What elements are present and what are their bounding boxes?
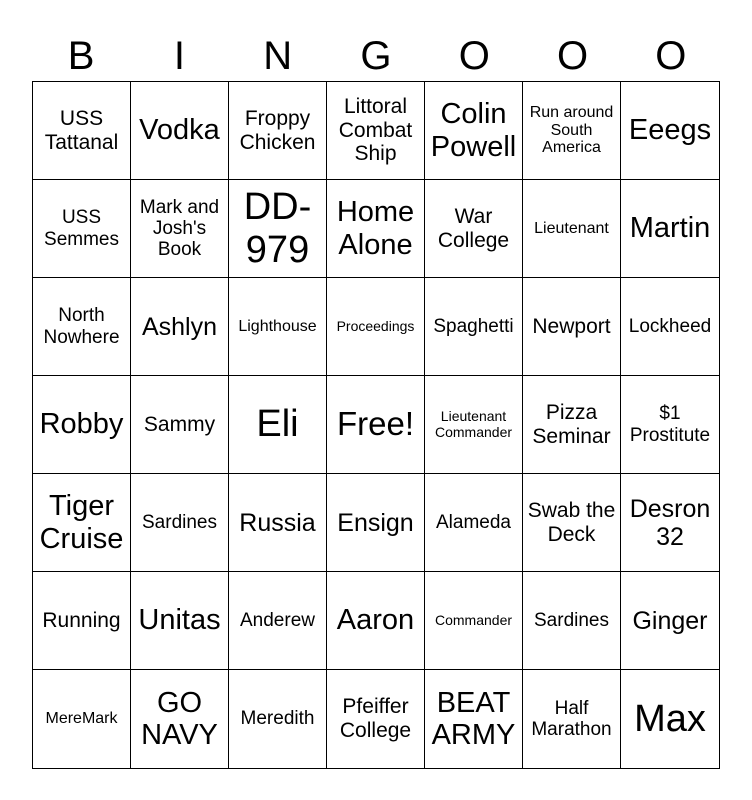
bingo-cell[interactable]: Aaron [327,572,425,670]
bingo-cell[interactable]: Sardines [523,572,621,670]
bingo-board [32,81,720,769]
header-letter-o-3: O [655,34,687,78]
bingo-cell[interactable]: Ensign [327,474,425,572]
bingo-cell[interactable]: Lighthouse [229,278,327,376]
bingo-cell[interactable]: North Nowhere [33,278,131,376]
bingo-cell[interactable]: Proceedings [327,278,425,376]
bingo-cell[interactable]: Tiger Cruise [33,474,131,572]
header-letter-o-2: O [557,34,589,78]
header-letter-i: I [173,34,185,78]
free-space-cell[interactable]: Free! [327,376,425,474]
bingo-cell[interactable]: USS Semmes [33,180,131,278]
bingo-cell[interactable]: Froppy Chicken [229,82,327,180]
bingo-cell[interactable]: Half Marathon [523,670,621,768]
bingo-cell[interactable]: Desron 32 [621,474,719,572]
bingo-cell[interactable]: MereMark [33,670,131,768]
bingo-cell[interactable]: BEAT ARMY [425,670,523,768]
bingo-cell[interactable]: Colin Powell [425,82,523,180]
bingo-cell[interactable]: Sammy [131,376,229,474]
bingo-header [32,30,720,82]
bingo-cell[interactable]: Running [33,572,131,670]
bingo-cell[interactable]: Eli [229,376,327,474]
bingo-cell[interactable]: Lieutenant Commander [425,376,523,474]
bingo-cell[interactable]: Anderew [229,572,327,670]
header-letter-o: O [458,34,490,78]
bingo-cell[interactable]: Mark and Josh's Book [131,180,229,278]
bingo-cell[interactable]: Sardines [131,474,229,572]
bingo-cell[interactable]: War College [425,180,523,278]
header-letter-n: N [263,34,293,78]
bingo-cell[interactable]: Ashlyn [131,278,229,376]
bingo-cell[interactable]: Martin [621,180,719,278]
bingo-cell[interactable]: DD-979 [229,180,327,278]
bingo-cell[interactable]: Max [634,697,706,740]
header-letter-b: B [67,34,95,78]
header-letter-g: G [360,34,392,78]
bingo-cell[interactable]: Unitas [131,572,229,670]
bingo-cell[interactable]: Robby [33,376,131,474]
bingo-cell[interactable]: Eeegs [621,82,719,180]
bingo-cell[interactable]: Lieutenant [523,180,621,278]
bingo-cell[interactable]: $1 Prostitute [621,376,719,474]
bingo-cell[interactable]: Meredith [229,670,327,768]
bingo-cell[interactable]: Russia [229,474,327,572]
bingo-cell[interactable]: Home Alone [327,180,425,278]
bingo-cell[interactable]: Pizza Seminar [523,376,621,474]
bingo-cell[interactable]: Littoral Combat Ship [327,82,425,180]
bingo-cell[interactable]: Newport [523,278,621,376]
bingo-cell[interactable]: Alameda [425,474,523,572]
bingo-cell[interactable]: Ginger [621,572,719,670]
bingo-cell[interactable]: Commander [425,572,523,670]
bingo-cell[interactable]: Pfeiffer College [327,670,425,768]
bingo-cell[interactable]: Spaghetti [425,278,523,376]
bingo-cell[interactable]: Vodka [131,82,229,180]
bingo-cell[interactable]: USS Tattanal [33,82,131,180]
bingo-cell[interactable]: Swab the Deck [523,474,621,572]
bingo-cell[interactable]: Lockheed [621,278,719,376]
bingo-cell[interactable]: GO NAVY [131,670,229,768]
bingo-cell[interactable]: Run around South America [523,82,621,180]
